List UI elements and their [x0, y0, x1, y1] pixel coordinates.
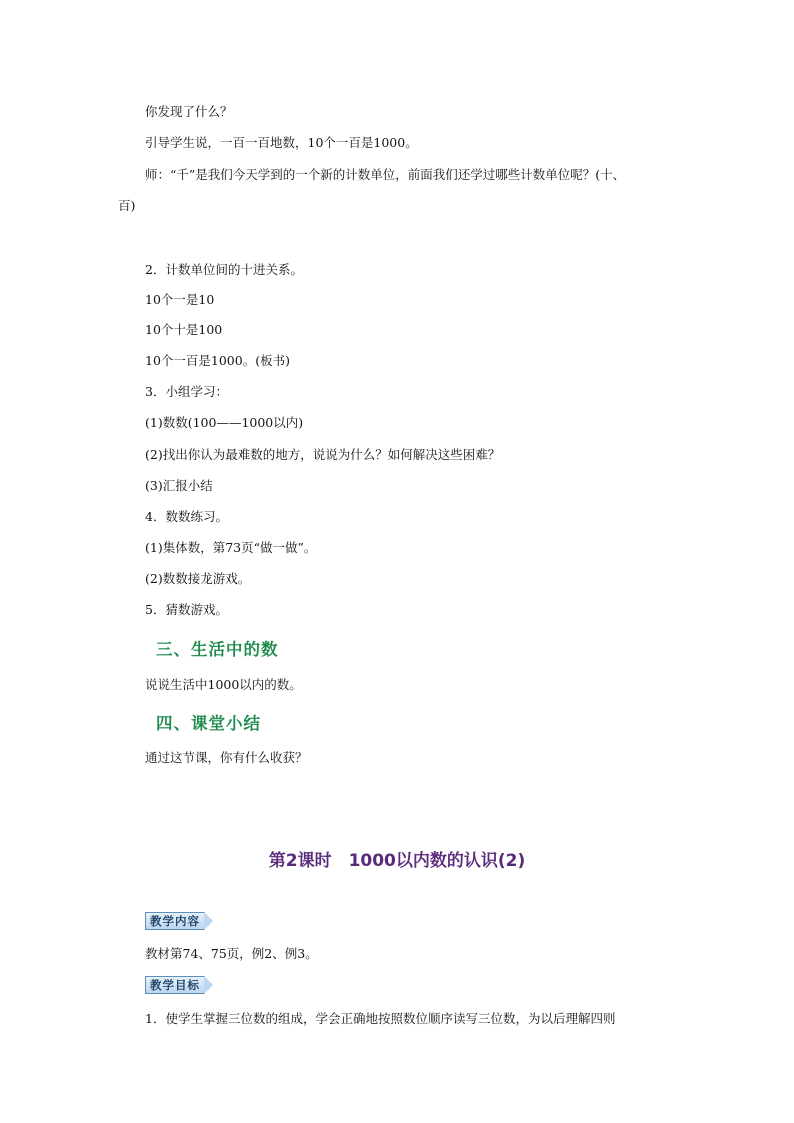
tag-label: 教学内容	[145, 912, 205, 930]
line-ten-ones: 10个一是10	[145, 292, 215, 307]
section-heading-summary: 四、课堂小结	[156, 714, 261, 733]
tag-teaching-goal	[145, 976, 213, 994]
lesson-title: 第2课时 1000以内数的认识(2)	[268, 851, 526, 871]
tag-arrow-icon	[204, 976, 213, 994]
line-step4-1: (1)集体数，第73页“做一做”。	[145, 540, 317, 555]
line-life: 说说生活中1000以内的数。	[145, 677, 302, 692]
line-discover: 你发现了什么？	[145, 104, 233, 119]
line-ten-hundreds: 10个一百是1000。(板书)	[145, 353, 290, 368]
tag-teaching-content	[145, 912, 213, 930]
line-teacher: 师：“千”是我们今天学到的一个新的计数单位，前面我们还学过哪些计数单位呢？(十、	[145, 167, 626, 182]
line-ten-tens: 10个十是100	[145, 322, 223, 337]
line-step3-2: (2)找出你认为最难数的地方，说说为什么？如何解决这些困难？	[145, 447, 501, 462]
line-step3: 3．小组学习：	[145, 384, 228, 399]
line-teacher-cont: 百)	[118, 198, 136, 213]
line-step3-3: (3)汇报小结	[145, 478, 213, 493]
line-step4-2: (2)数数接龙游戏。	[145, 571, 251, 586]
line-summary: 通过这节课，你有什么收获？	[145, 750, 308, 765]
line-step5: 5．猜数游戏。	[145, 602, 228, 617]
tag-arrow-icon	[204, 912, 213, 930]
line-textbook-pages: 教材第74、75页，例2、例3。	[145, 946, 318, 961]
line-goal-1: 1．使学生掌握三位数的组成，学会正确地按照数位顺序读写三位数，为以后理解四则	[145, 1011, 616, 1026]
line-step3-1: (1)数数(100——1000以内)	[145, 415, 304, 430]
line-step2: 2．计数单位间的十进关系。	[145, 262, 303, 277]
section-heading-life: 三、生活中的数	[156, 640, 279, 659]
line-guide: 引导学生说，一百一百地数，10个一百是1000。	[145, 135, 418, 150]
tag-label: 教学目标	[145, 976, 205, 994]
line-step4: 4．数数练习。	[145, 509, 228, 524]
